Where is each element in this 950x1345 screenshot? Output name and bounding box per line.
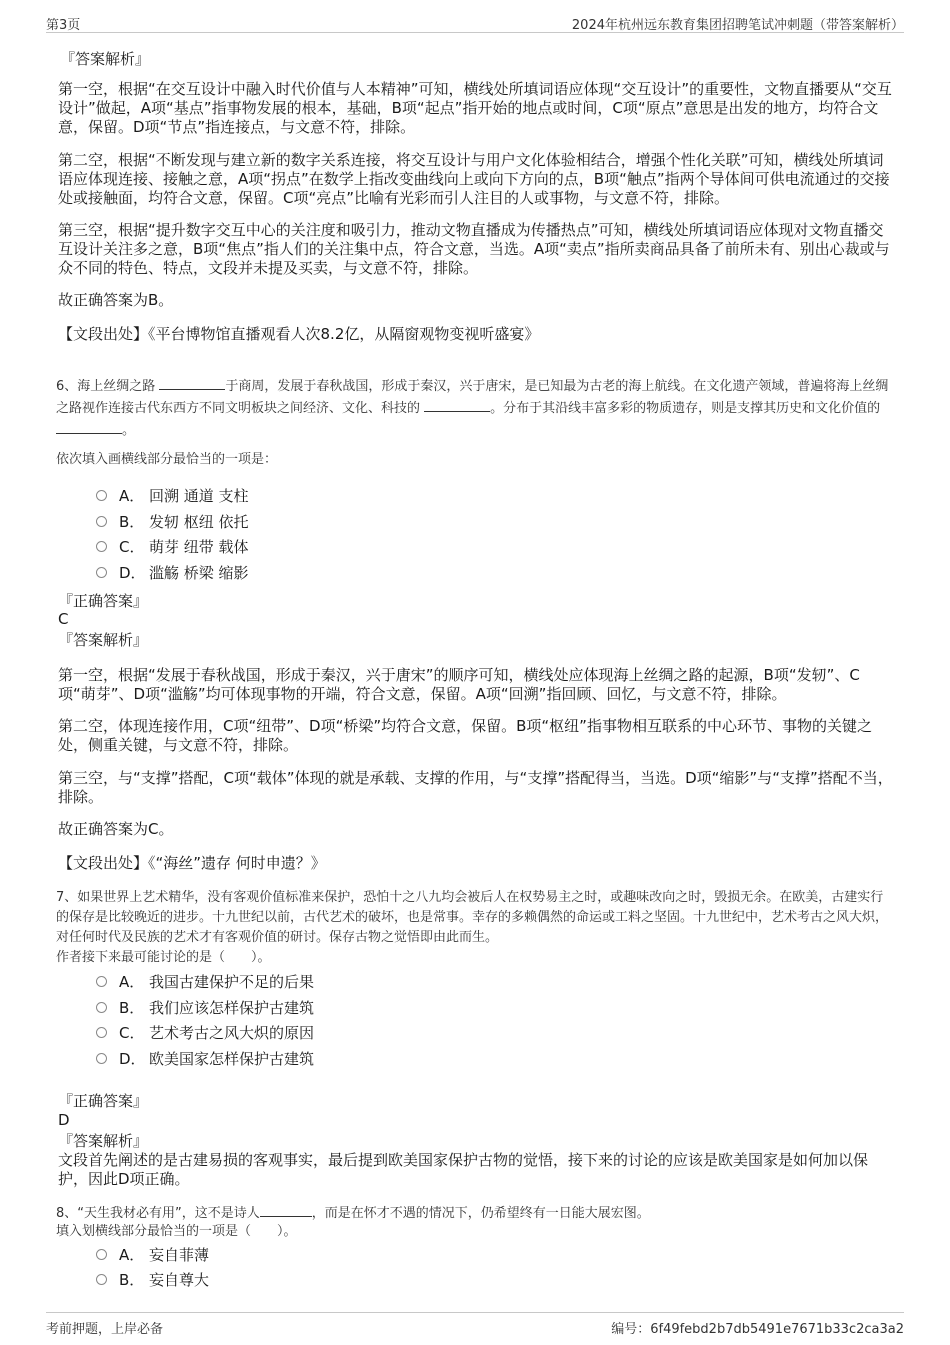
footer-slogan: 考前押题，上岸必备	[46, 1322, 164, 1337]
analysis-paragraph: 第一空，根据“在交互设计中融入时代价值与人本精神”可知，横线处所填词语应体现“交互设计”的重要性，文物直播要从“交互设计”做起，A项“基点”指事物发展的根本，基础，B项“起点”指开始的地点或时间，C项“原点”意思是出发的地方，均符合文意，保留。D项“节点”指连接点，与文意不符，排除。	[58, 80, 892, 136]
correct-answer: C	[58, 610, 69, 628]
stem-text: 于商周，发展于春秋战国，形成于秦汉，兴于唐宋，是已知最为古老的海上航线。在文化遗产领域，普遍将海上丝绸之路视作连接古代东西方不同文明板块之间经济、文化、科技的	[56, 379, 889, 416]
radio-icon[interactable]	[96, 516, 107, 527]
radio-icon[interactable]	[96, 541, 107, 552]
correct-answer: D	[58, 1111, 70, 1129]
question-prompt: 依次填入画横线部分最恰当的一项是：	[56, 452, 278, 467]
question-prompt: 作者接下来最可能讨论的是（ ）。	[56, 950, 271, 965]
analysis-label: 『答案解析』	[58, 631, 149, 649]
analysis-paragraph: 第二空，根据“不断发现与建立新的数字关系连接，将交互设计与用户文化体验相结合，增强个性化关联”可知，横线处所填词语应体现连接、接触之意，A项“拐点”在数学上指改变曲线向上或向下方向的点，B项“触点”指两个导体间可供电流通过的交接处或接触面，均符合文意，保留。C项“亮点”比喻有光彩而引人注目的人或事物，与文意不符，排除。	[58, 151, 890, 207]
question-prompt: 填入划横线部分最恰当的一项是（ ）。	[56, 1224, 297, 1239]
option-c[interactable]: C． 萌芽 纽带 载体	[96, 538, 249, 556]
analysis-paragraph: 第三空，根据“提升数字交互中心的关注度和吸引力，推动文物直播成为传播热点”可知，横线处所填词语应体现对文物直播交互设计关注多之意，B项“焦点”指人们的关注集中点，符合文意，当选。A项“卖点”指所卖商品具备了前所未有、别出心裁或与众不同的特色、特点，文段并未提及买卖，与文意不符，排除。	[58, 221, 890, 277]
analysis-paragraph: 第一空，根据“发展于春秋战国，形成于秦汉，兴于唐宋”的顺序可知，横线处应体现海上丝绸之路的起源，B项“发轫”、C项“萌芽”、D项“滥觞”均可体现事物的开端，符合文意，保留。A项“回溯”指回顾、回忆，与文意不符，排除。	[58, 666, 860, 703]
fill-blank	[260, 1202, 312, 1217]
option-a[interactable]: A． 妄自菲薄	[96, 1246, 209, 1264]
fill-blank	[159, 375, 225, 390]
option-b[interactable]: B． 我们应该怎样保护古建筑	[96, 999, 314, 1017]
page-number: 第3页	[46, 18, 81, 33]
stem-text: 。	[122, 423, 136, 438]
radio-icon[interactable]	[96, 976, 107, 987]
stem-text: 8、“天生我材必有用”，这不是诗人	[56, 1206, 260, 1221]
source-citation: 【文段出处】《“海丝”遗存 何时申遗？》	[58, 854, 326, 872]
page-header	[46, 12, 904, 33]
option-a[interactable]: A． 我国古建保护不足的后果	[96, 973, 314, 991]
question-stem: 7、如果世界上艺术精华，没有客观价值标准来保护，恐怕十之八九均会被后人在权势易主之时，或趣味改向之时，毁损无余。在欧美，古建实行的保存是比较晚近的进步。十九世纪以前，古代艺术的破坏，也是常事。幸存的多赖偶然的命运或工料之坚固。十九世纪中，艺术考古之风大炽，对任何时代及民族的艺术才有客观价值的研讨。保存古物之觉悟即由此而生。	[56, 890, 889, 945]
radio-icon[interactable]	[96, 1274, 107, 1285]
radio-icon[interactable]	[96, 567, 107, 578]
analysis-paragraph: 文段首先阐述的是古建易损的客观事实，最后提到欧美国家保护古物的觉悟，接下来的讨论的应该是欧美国家是如何加以保护，因此D项正确。	[58, 1151, 869, 1188]
analysis-paragraph: 第二空，体现连接作用，C项“纽带”、D项“桥梁”均符合文意，保留。B项“枢纽”指事物相互联系的中心环节、事物的关键之处，侧重关键，与文意不符，排除。	[58, 717, 872, 754]
option-a[interactable]: A． 回溯 通道 支柱	[96, 487, 249, 505]
analysis-label: 『答案解析』	[60, 50, 151, 68]
option-d[interactable]: D． 欧美国家怎样保护古建筑	[96, 1050, 314, 1068]
option-b[interactable]: B． 妄自尊大	[96, 1271, 209, 1289]
document-id: 编号：6f49febd2b7db5491e7671b33c2ca3a2	[611, 1322, 904, 1337]
fill-blank	[56, 419, 122, 434]
radio-icon[interactable]	[96, 1002, 107, 1013]
question-stem	[56, 1202, 896, 1224]
answer-label: 『正确答案』	[58, 1092, 149, 1110]
answer-label: 『正确答案』	[58, 592, 149, 610]
page-footer	[46, 1312, 904, 1337]
radio-icon[interactable]	[96, 1027, 107, 1038]
question-stem	[56, 375, 896, 441]
option-c[interactable]: C． 艺术考古之风大炽的原因	[96, 1024, 314, 1042]
option-d[interactable]: D． 滥觞 桥梁 缩影	[96, 564, 249, 582]
document-title: 2024年杭州远东教育集团招聘笔试冲刺题（带答案解析）	[571, 18, 904, 33]
source-citation: 【文段出处】《平台博物馆直播观看人次8.2亿，从隔窗观物变视听盛宴》	[58, 325, 540, 343]
stem-text: 6、海上丝绸之路	[56, 379, 156, 394]
radio-icon[interactable]	[96, 1249, 107, 1260]
fill-blank	[424, 397, 490, 412]
analysis-paragraph: 第三空，与“支撑”搭配，C项“载体”体现的就是承载、支撑的作用，与“支撑”搭配得当，当选。D项“缩影”与“支撑”搭配不当，排除。	[58, 769, 893, 806]
conclusion: 故正确答案为C。	[58, 820, 174, 838]
stem-text: 。分布于其沿线丰富多彩的物质遗存，则是支撑其历史和文化价值的	[490, 401, 881, 416]
analysis-label: 『答案解析』	[58, 1132, 149, 1150]
conclusion: 故正确答案为B。	[58, 291, 174, 309]
radio-icon[interactable]	[96, 490, 107, 501]
radio-icon[interactable]	[96, 1053, 107, 1064]
option-b[interactable]: B． 发轫 枢纽 依托	[96, 513, 249, 531]
stem-text: ，而是在怀才不遇的情况下，仍希望终有一日能大展宏图。	[311, 1206, 650, 1221]
